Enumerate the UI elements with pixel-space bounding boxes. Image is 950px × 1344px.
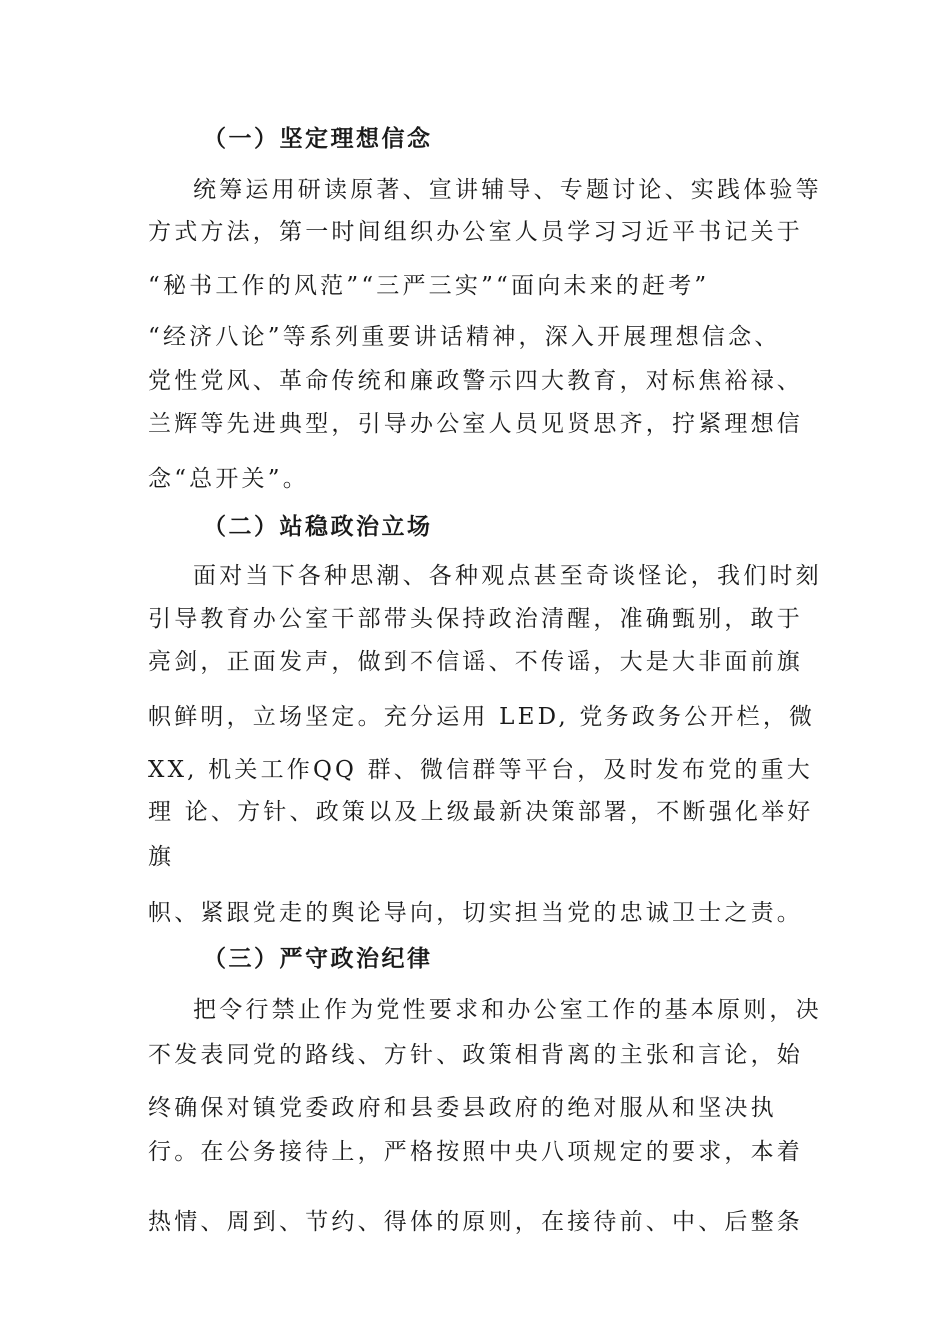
paragraph-line: 热情、周到、节约、得体的原则，在接待前、中、后整条 — [148, 1209, 803, 1235]
section-heading-1: （一）坚定理想信念 — [203, 125, 433, 152]
paragraph-line: 统筹运用研读原著、宣讲辅导、专题讨论、实践体验等 — [193, 177, 822, 203]
paragraph-line: 面对当下各种思潮、各种观点甚至奇谈怪论，我们时刻 — [193, 563, 822, 589]
paragraph-line: 理 论、方针、政策以及上级最新决策部署，不断强化举好 — [148, 799, 814, 825]
paragraph-line: 念“总开关”。 — [148, 466, 309, 492]
paragraph-line: XX, 机关工作QQ 群、微信群等平台，及时发布党的重大 — [148, 757, 813, 783]
paragraph-line: 行。在公务接待上，严格按照中央八项规定的要求，本着 — [148, 1139, 803, 1165]
paragraph-line: “经济八论”等系列重要讲话精神，深入开展理想信念、 — [148, 324, 781, 350]
paragraph-line: 不发表同党的路线、方针、政策相背离的主张和言论，始 — [148, 1042, 803, 1068]
paragraph-line: 党性党风、革命传统和廉政警示四大教育，对标焦裕禄、 — [148, 368, 803, 394]
paragraph-line: 终确保对镇党委政府和县委县政府的绝对服从和坚决执 — [148, 1095, 777, 1121]
paragraph-line: 兰辉等先进典型，引导办公室人员见贤思齐，拧紧理想信 — [148, 411, 803, 437]
paragraph-line: 帜、紧跟党走的舆论导向，切实担当党的忠诚卫士之责。 — [148, 900, 803, 926]
paragraph-line: “秘书工作的风范”“三严三实”“面向未来的赶考” — [148, 273, 710, 299]
paragraph-line: 帜鲜明，立场坚定。充分运用 LED, 党务政务公开栏，微 — [148, 704, 816, 730]
section-heading-2: （二）站稳政治立场 — [203, 513, 433, 540]
paragraph-line: 方式方法，第一时间组织办公室人员学习习近平书记关于 — [148, 219, 803, 245]
section-heading-3: （三）严守政治纪律 — [203, 945, 433, 972]
paragraph-line: 旗 — [148, 844, 175, 870]
paragraph-line: 把令行禁止作为党性要求和办公室工作的基本原则，决 — [193, 997, 822, 1023]
paragraph-line: 亮剑，正面发声，做到不信谣、不传谣，大是大非面前旗 — [148, 649, 803, 675]
paragraph-line: 引导教育办公室干部带头保持政治清醒，准确甄别，敢于 — [148, 606, 803, 632]
